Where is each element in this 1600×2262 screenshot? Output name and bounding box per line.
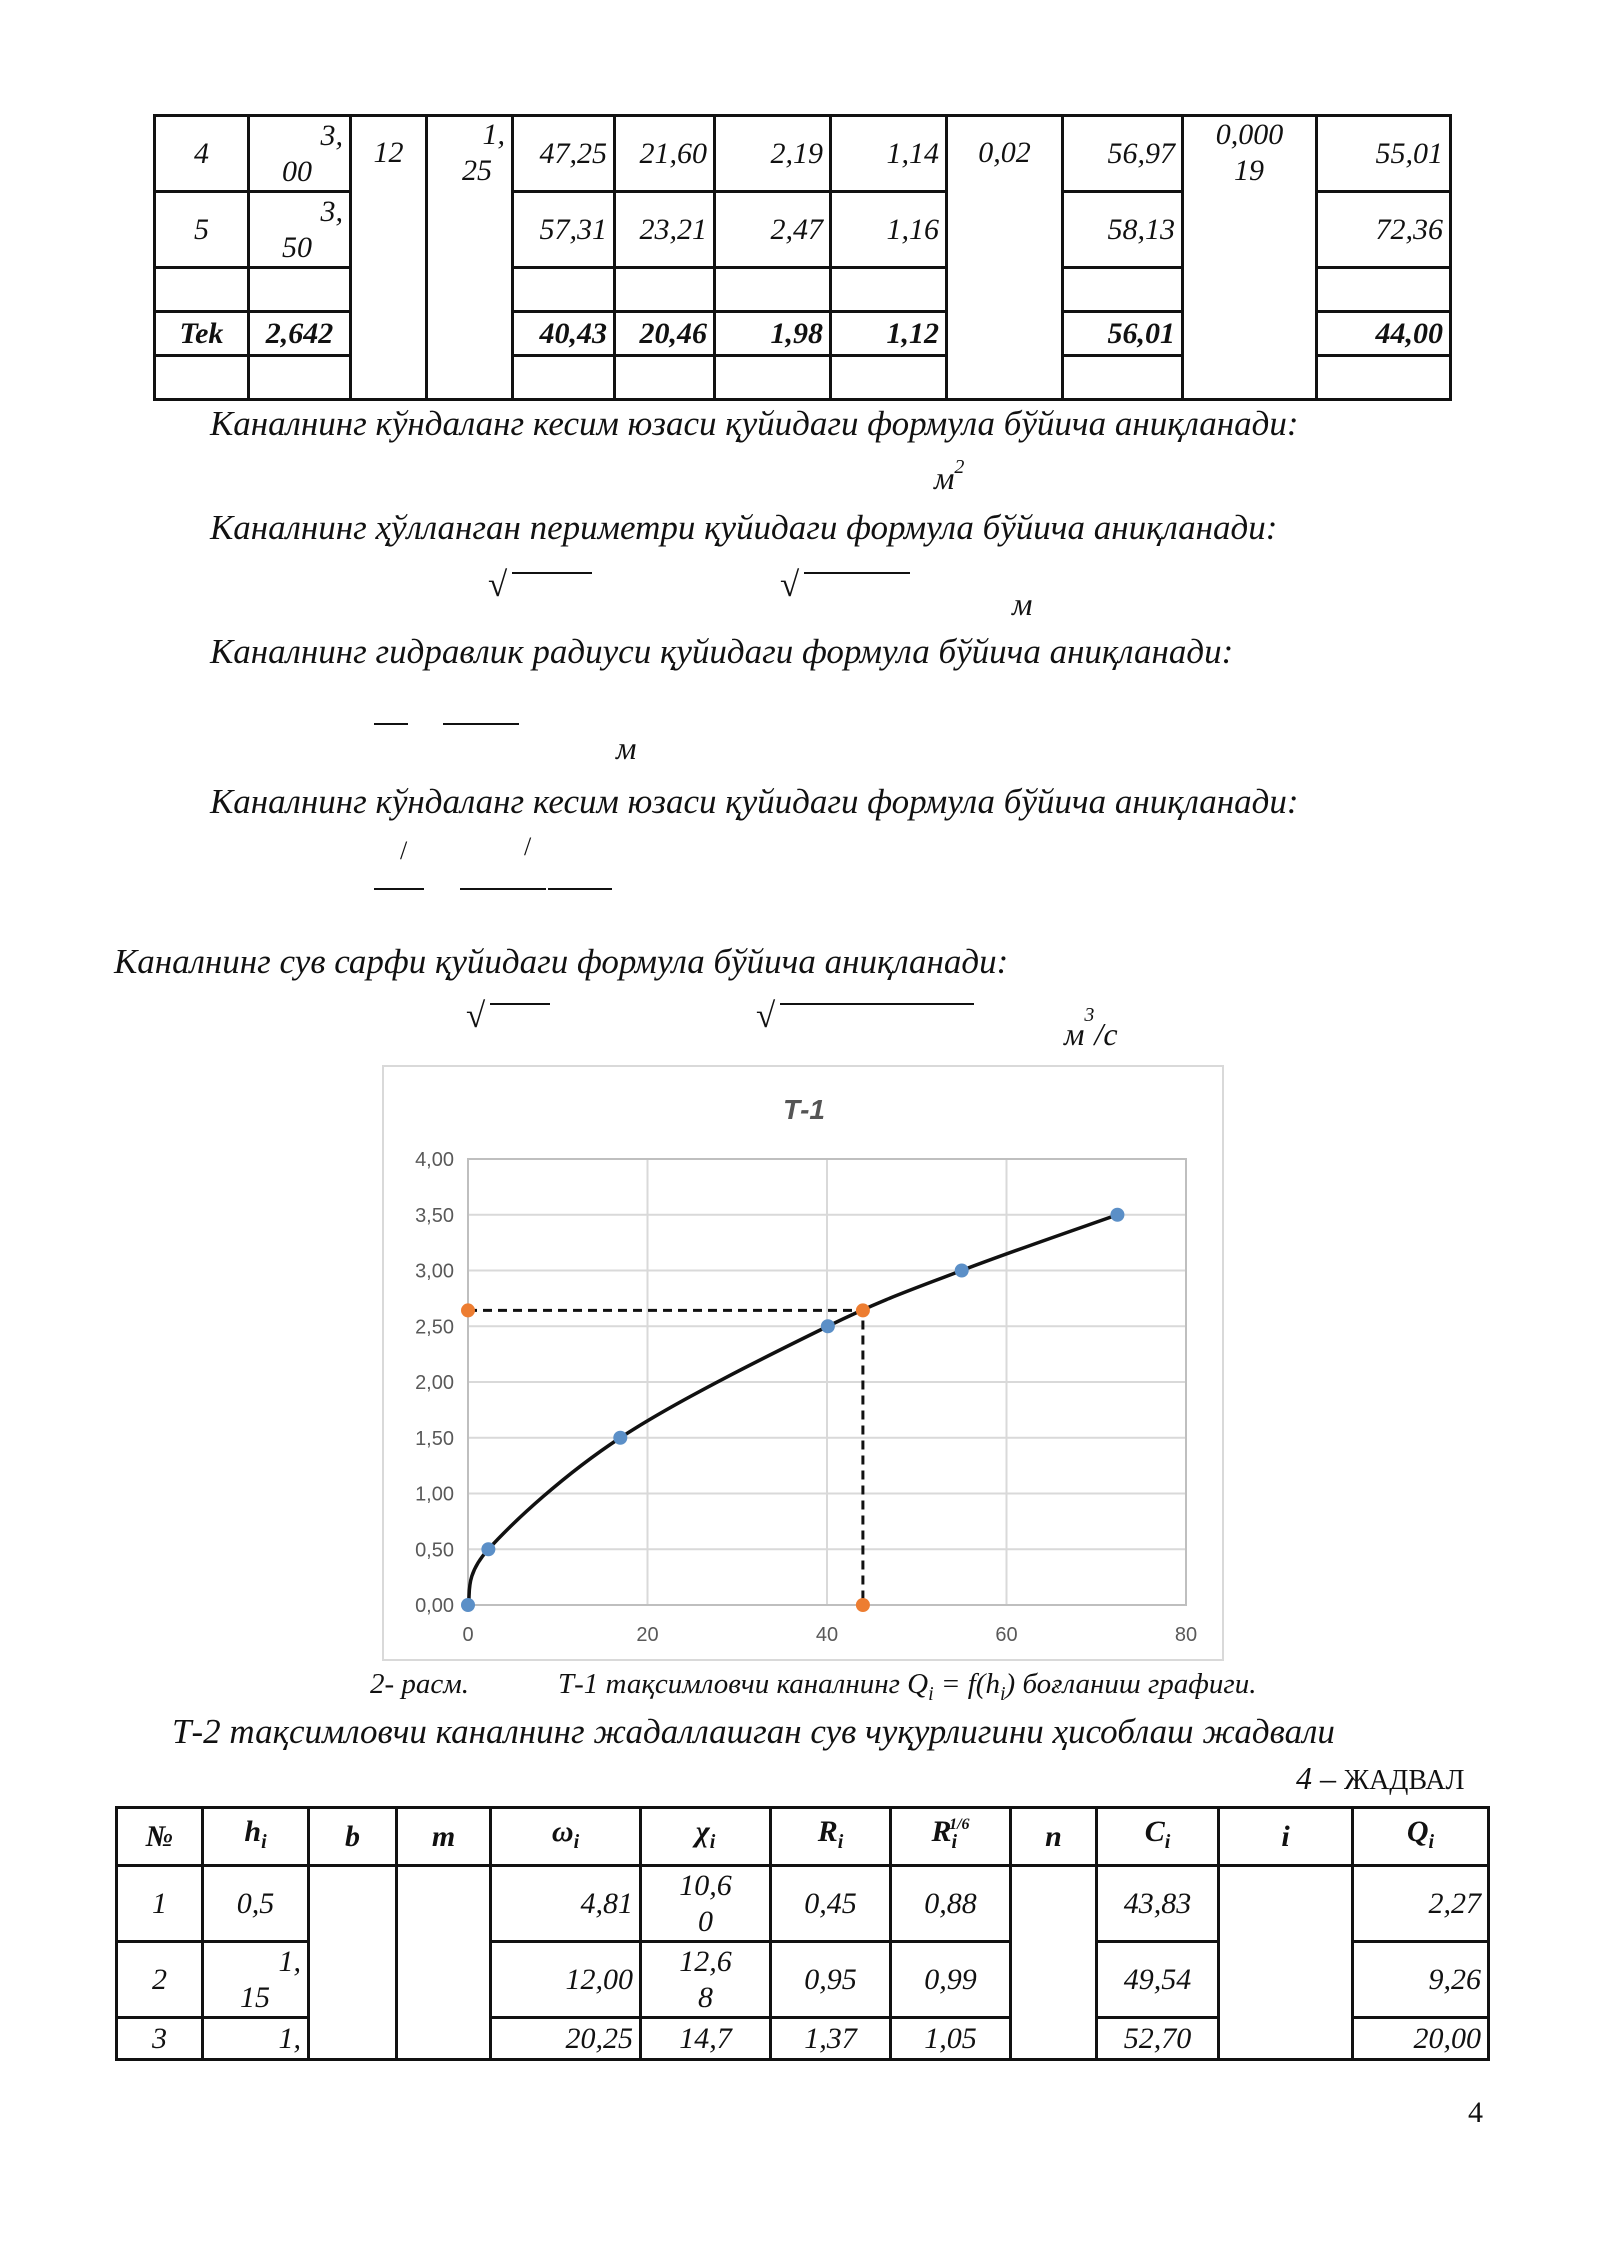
column-header: $\omega_i$ — [491, 1808, 641, 1866]
table-cell: 0,45 — [771, 1866, 891, 1942]
x-tick-label: 40 — [815, 1624, 839, 1646]
table-cell: 49,54 — [1097, 1942, 1219, 2018]
unit-label: м — [1012, 586, 1033, 622]
table-cell: 1,14 — [831, 116, 947, 192]
table-cell: 4,81 — [491, 1866, 641, 1942]
table-cell: 3, 00 — [249, 116, 351, 192]
table-cell: 0,5 — [203, 1866, 309, 1942]
table-cell: 2,642 — [249, 312, 351, 356]
data-point — [461, 1598, 475, 1612]
table-cell: 0,000 19 — [1183, 116, 1317, 400]
table-cell: 1, — [203, 2018, 309, 2060]
table-cell: 0,95 — [771, 1942, 891, 2018]
table-cell: 1,05 — [891, 2018, 1011, 2060]
formula-line — [443, 723, 519, 725]
table-cell: 12 — [351, 116, 427, 400]
chart — [382, 1065, 1224, 1661]
table-cell — [1011, 1866, 1097, 2060]
table-cell: 1,37 — [771, 2018, 891, 2060]
column-header: $Q_i$ — [1353, 1808, 1489, 1866]
table-cell: 12,00 — [491, 1942, 641, 2018]
chart-svg — [384, 1067, 1222, 1659]
x-tick-label: 80 — [1174, 1624, 1198, 1646]
slash-symbol: / — [524, 832, 532, 861]
table-cell — [831, 356, 947, 400]
chart-title: Т-1 — [783, 1094, 825, 1125]
table-cell: 2,19 — [715, 116, 831, 192]
table-cell — [1317, 356, 1451, 400]
y-tick-label: 3,50 — [415, 1204, 454, 1227]
table-header-row — [117, 1808, 1489, 1866]
table-cell — [249, 268, 351, 312]
table-cell: 0,99 — [891, 1942, 1011, 2018]
table-cell: 5 — [155, 192, 249, 268]
paragraph: Каналнинг сув сарфи қуйидаги формула бўйича аниқланади: — [114, 942, 1009, 981]
guide-point — [461, 1303, 475, 1317]
unit-label: м — [616, 730, 637, 766]
table-number: 4 – ЖАДВАЛ — [1296, 1760, 1465, 1796]
table-cell: 43,83 — [1097, 1866, 1219, 1942]
table-cell — [309, 1866, 397, 2060]
table-row — [117, 1866, 1489, 1942]
column-header: b — [309, 1808, 397, 1866]
formula-line — [512, 572, 592, 574]
column-header: $h_i$ — [203, 1808, 309, 1866]
table-cell — [615, 268, 715, 312]
paragraph: Каналнинг кўндаланг кесим юзаси қуйидаги формула бўйича аниқланади: — [210, 404, 1299, 443]
table-cell — [397, 1866, 491, 2060]
data-point — [821, 1319, 835, 1333]
data-point — [481, 1542, 495, 1556]
table-cell: 1,16 — [831, 192, 947, 268]
data-point — [613, 1431, 627, 1445]
y-tick-label: 1,00 — [415, 1483, 454, 1506]
table-cell: 10,6 0 — [641, 1866, 771, 1942]
formula-line — [460, 888, 546, 890]
table-cell: 9,26 — [1353, 1942, 1489, 2018]
table-cell: 20,25 — [491, 2018, 641, 2060]
table-cell: 44,00 — [1317, 312, 1451, 356]
data-point — [955, 1264, 969, 1278]
guide-point — [856, 1598, 870, 1612]
sqrt-symbol: √ — [466, 996, 486, 1035]
column-header: m — [397, 1808, 491, 1866]
y-tick-label: 4,00 — [415, 1149, 454, 1171]
table-cell: 12,6 8 — [641, 1942, 771, 2018]
data-point — [1110, 1208, 1124, 1222]
dashed-guide-line — [468, 1310, 863, 1605]
table-cell: 2,47 — [715, 192, 831, 268]
table-cell: 2,27 — [1353, 1866, 1489, 1942]
table-cell — [1219, 1866, 1353, 2060]
paragraph: Каналнинг кўндаланг кесим юзаси қуйидаги формула бўйича аниқланади: — [210, 782, 1299, 821]
y-tick-label: 0,50 — [415, 1539, 454, 1562]
table-cell — [1063, 356, 1183, 400]
y-tick-label: 2,50 — [415, 1316, 454, 1339]
paragraph: Каналнинг ҳўлланган периметри қуйидаги формула бўйича аниқланади: — [210, 508, 1278, 547]
table-cell: 23,21 — [615, 192, 715, 268]
paragraph: Каналнинг гидравлик радиуси қуйидаги формула бўйича аниқланади: — [210, 632, 1234, 671]
column-header: № — [117, 1808, 203, 1866]
table-cell: 20,00 — [1353, 2018, 1489, 2060]
table-cell: 52,70 — [1097, 2018, 1219, 2060]
table-cell: 57,31 — [513, 192, 615, 268]
table-cell: 2 — [117, 1942, 203, 2018]
slash-symbol: / — [400, 836, 408, 865]
sqrt-symbol: √ — [780, 565, 800, 604]
table-cell — [513, 356, 615, 400]
unit-label: $м^3/с$ — [1064, 1004, 1118, 1052]
formula-line — [548, 888, 612, 890]
figure-caption: Т-1 тақсимловчи каналнинг $Q_i = f(h_i)$ боғланиш графиги. — [558, 1668, 1257, 1705]
table-cell — [513, 268, 615, 312]
table-row — [155, 116, 1451, 192]
table-cell — [831, 268, 947, 312]
table-cell: 1,12 — [831, 312, 947, 356]
table-cell: 58,13 — [1063, 192, 1183, 268]
column-header: $C_i$ — [1097, 1808, 1219, 1866]
formula-line — [804, 572, 910, 574]
x-tick-label: 60 — [995, 1624, 1018, 1646]
table-cell — [249, 356, 351, 400]
table-cell: 47,25 — [513, 116, 615, 192]
table-cell: 56,01 — [1063, 312, 1183, 356]
table-cell — [1317, 268, 1451, 312]
formula-line — [374, 888, 424, 890]
table-cell: 1,98 — [715, 312, 831, 356]
column-header: i — [1219, 1808, 1353, 1866]
table-cell — [155, 356, 249, 400]
table-cell: 0,88 — [891, 1866, 1011, 1942]
table-cell — [615, 356, 715, 400]
table-cell: 40,43 — [513, 312, 615, 356]
column-header: $\chi_i$ — [641, 1808, 771, 1866]
x-tick-label: 20 — [636, 1624, 659, 1646]
table-cell: 4 — [155, 116, 249, 192]
table-cell — [1063, 268, 1183, 312]
guide-point — [856, 1303, 870, 1317]
table-cell: 3 — [117, 2018, 203, 2060]
column-header: $R_i$ — [771, 1808, 891, 1866]
table-cell: 1 — [117, 1866, 203, 1942]
table-cell: 72,36 — [1317, 192, 1451, 268]
formula-line — [780, 1003, 974, 1005]
bottom-table — [115, 1806, 1490, 2061]
column-header: $R_i^{1/6}$ — [891, 1808, 1011, 1866]
table-cell — [155, 268, 249, 312]
formula-line — [490, 1003, 550, 1005]
table-cell — [715, 268, 831, 312]
y-tick-label: 3,00 — [415, 1260, 454, 1283]
table-cell: 3, 50 — [249, 192, 351, 268]
sqrt-symbol: √ — [488, 565, 508, 604]
table-cell: 20,46 — [615, 312, 715, 356]
y-tick-label: 1,50 — [415, 1427, 454, 1450]
y-tick-label: 2,00 — [415, 1372, 454, 1394]
table-cell: 14,7 — [641, 2018, 771, 2060]
unit-label: $м^2$ — [934, 456, 965, 496]
table-cell: Tek — [155, 312, 249, 356]
table-cell: 0,02 — [947, 116, 1063, 400]
formula-line — [374, 723, 408, 725]
table-cell: 1, 15 — [203, 1942, 309, 2018]
series-line — [468, 1215, 1117, 1605]
page-number: 4 — [1468, 2096, 1483, 2129]
sqrt-symbol: √ — [756, 996, 776, 1035]
table-cell: 1, 25 — [427, 116, 513, 400]
table-cell — [715, 356, 831, 400]
table-cell: 55,01 — [1317, 116, 1451, 192]
table-title: Т-2 тақсимловчи каналнинг жадаллашган сув чуқурлигини ҳисоблаш жадвали — [172, 1712, 1335, 1751]
y-tick-label: 0,00 — [415, 1595, 454, 1617]
table-cell: 21,60 — [615, 116, 715, 192]
figure-number: 2- расм. — [370, 1668, 470, 1700]
top-table — [153, 114, 1452, 401]
table-cell: 56,97 — [1063, 116, 1183, 192]
x-tick-label: 0 — [462, 1624, 474, 1646]
column-header: n — [1011, 1808, 1097, 1866]
